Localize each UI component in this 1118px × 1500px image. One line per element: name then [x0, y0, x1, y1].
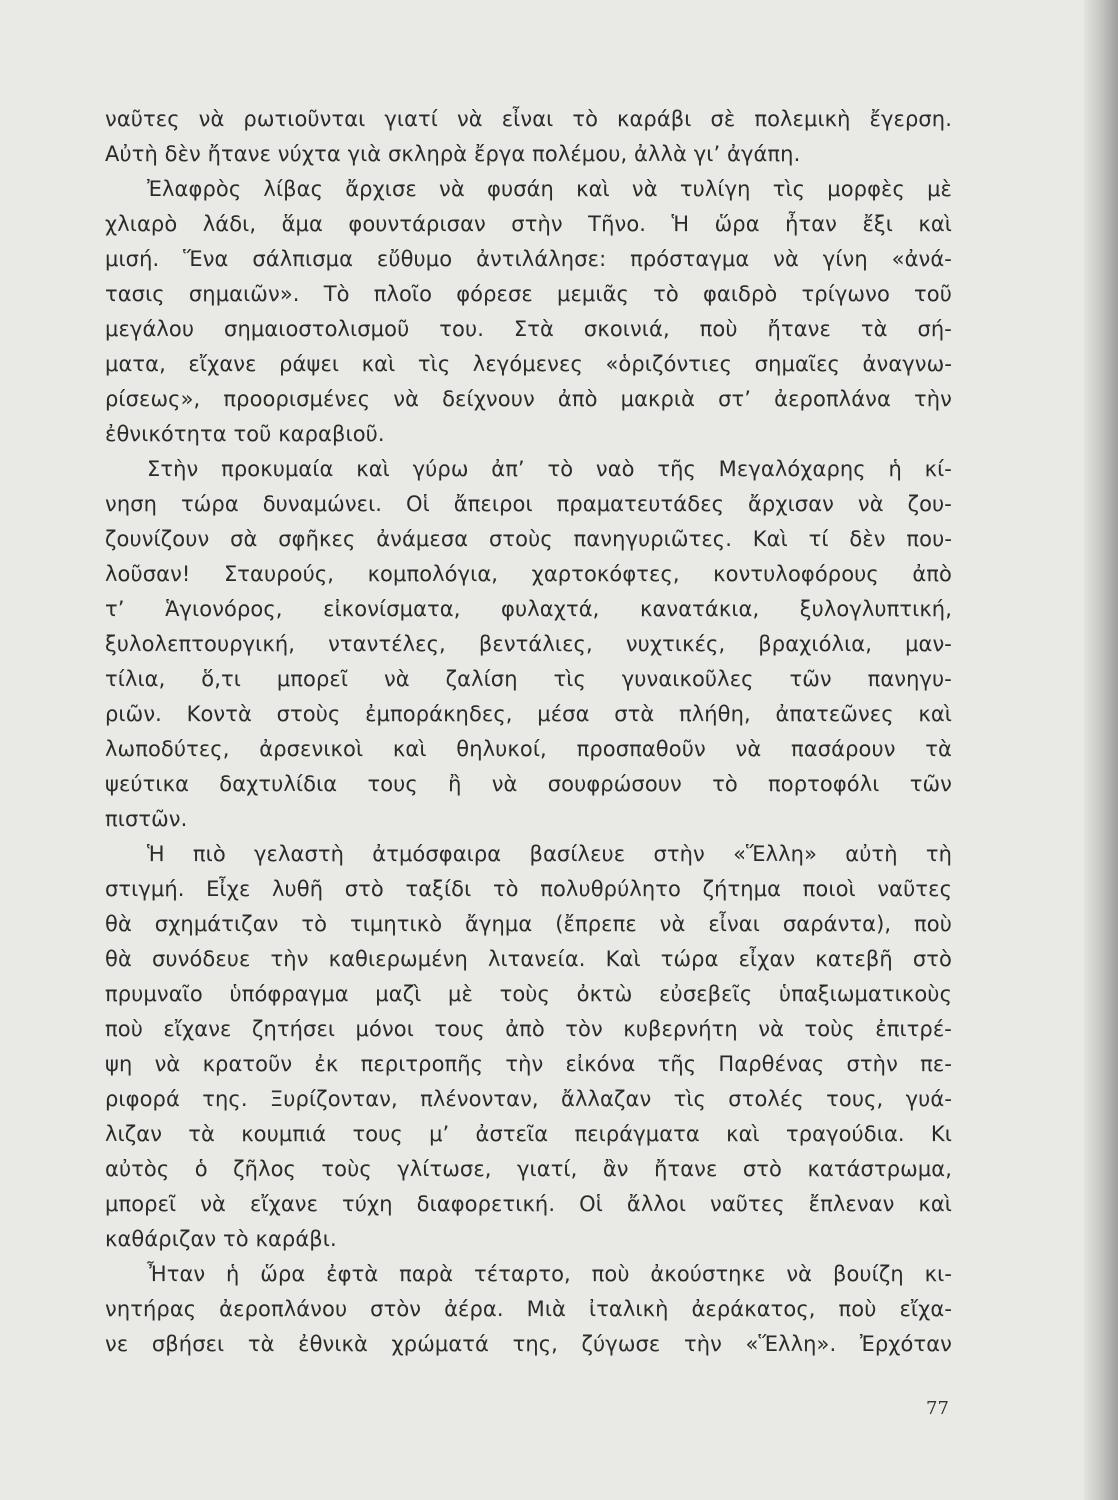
page-number: 77	[926, 1398, 949, 1419]
text-line: τ’ Ἁγιονόρος, εἰκονίσματα, φυλαχτά, κανατάκια, ξυλογλυπτική,	[105, 597, 952, 621]
text-line: ριφορά της. Ξυρίζονταν, πλένονταν, ἄλλαζαν τὶς στολές τους, γυά-	[105, 1087, 952, 1111]
text-line: ζουνίζουν σὰ σφῆκες ἀνάμεσα στοὺς πανηγυριῶτες. Καὶ τί δὲν που-	[105, 527, 952, 551]
text-line: τίλια, ὅ,τι μπορεῖ νὰ ζαλίση τὶς γυναικοῦλες τῶν πανηγυ-	[105, 667, 952, 691]
text-line: ψη νὰ κρατοῦν ἐκ περιτροπῆς τὴν εἰκόνα τῆς Παρθένας στὴν πε-	[105, 1052, 952, 1076]
text-line: νητήρας ἀεροπλάνου στὸν ἀέρα. Μιὰ ἰταλικὴ ἀεράκατος, ποὺ εἴχα-	[105, 1297, 952, 1321]
text-line: θὰ σχημάτιζαν τὸ τιμητικὸ ἄγημα (ἔπρεπε νὰ εἶναι σαράντα), ποὺ	[105, 912, 952, 936]
page-body	[105, 102, 952, 1362]
text-line: χλιαρὸ λάδι, ἅμα φουντάρισαν στὴν Τῆνο. Ἡ ὥρα ἦταν ἔξι καὶ	[105, 212, 952, 236]
text-line: καθάριζαν τὸ καράβι.	[105, 1227, 337, 1251]
text-line: λιζαν τὰ κουμπιά τους μ’ ἀστεῖα πειράγματα καὶ τραγούδια. Κι	[105, 1122, 952, 1146]
text-line: λοῦσαν! Σταυρούς, κομπολόγια, χαρτοκόφτες, κοντυλοφόρους ἀπὸ	[105, 562, 952, 586]
text-line: ναῦτες νὰ ρωτιοῦνται γιατί νὰ εἶναι τὸ καράβι σὲ πολεμικὴ ἔγερση.	[105, 107, 952, 131]
text-line: Αὐτὴ δὲν ἤτανε νύχτα γιὰ σκληρὰ ἔργα πολέμου, ἀλλὰ γι’ ἀγάπη.	[105, 142, 801, 166]
text-line: μισή. Ἕνα σάλπισμα εὔθυμο ἀντιλάλησε: πρόσταγμα νὰ γίνη «ἀνά-	[105, 247, 952, 271]
text-line: λωποδύτες, ἀρσενικοὶ καὶ θηλυκοί, προσπαθοῦν νὰ πασάρουν τὰ	[105, 737, 952, 761]
text-line: τασις σημαιῶν». Τὸ πλοῖο φόρεσε μεμιᾶς τὸ φαιδρὸ τρίγωνο τοῦ	[105, 282, 952, 306]
text-line: μεγάλου σημαιοστολισμοῦ του. Στὰ σκοινιά, ποὺ ἤτανε τὰ σή-	[105, 317, 952, 341]
text-line: ποὺ εἴχανε ζητήσει μόνοι τους ἀπὸ τὸν κυβερνήτη νὰ τοὺς ἐπιτρέ-	[105, 1017, 952, 1041]
text-line: ματα, εἴχανε ράψει καὶ τὶς λεγόμενες «ὁριζόντιες σημαῖες ἀναγνω-	[105, 352, 952, 376]
text-line: στιγμή. Εἶχε λυθῆ στὸ ταξίδι τὸ πολυθρύλητο ζήτημα ποιοὶ ναῦτες	[105, 877, 952, 901]
text-line: θὰ συνόδευε τὴν καθιερωμένη λιτανεία. Καὶ τώρα εἶχαν κατεβῆ στὸ	[105, 947, 952, 971]
text-line: νηση τώρα δυναμώνει. Οἱ ἄπειροι πραματευτάδες ἄρχισαν νὰ ζου-	[105, 492, 952, 516]
text-line: ἐθνικότητα τοῦ καραβιοῦ.	[105, 422, 385, 446]
text-line: ψεύτικα δαχτυλίδια τους ἢ νὰ σουφρώσουν τὸ πορτοφόλι τῶν	[105, 772, 952, 796]
text-line: ξυλολεπτουργική, νταντέλες, βεντάλιες, νυχτικές, βραχιόλια, μαν-	[105, 632, 952, 656]
text-line: πιστῶν.	[105, 807, 188, 831]
paragraph-first-line: Ἦταν ἡ ὥρα ἐφτὰ παρὰ τέταρτο, ποὺ ἀκούστηκε νὰ βουίζη κι-	[147, 1262, 952, 1286]
text-line: αὐτὸς ὁ ζῆλος τοὺς γλίτωσε, γιατί, ἂν ἤτανε στὸ κατάστρωμα,	[105, 1157, 952, 1181]
paragraph-first-line: Στὴν προκυμαία καὶ γύρω ἀπ’ τὸ ναὸ τῆς Μεγαλόχαρης ἡ κί-	[147, 457, 952, 481]
text-line: ρίσεως», προορισμένες νὰ δείχνουν ἀπὸ μακριὰ στ’ ἀεροπλάνα τὴν	[105, 387, 952, 411]
text-line: νε σβήσει τὰ ἐθνικὰ χρώματά της, ζύγωσε τὴν «Ἕλλη». Ἐρχόταν	[105, 1332, 952, 1356]
text-line: μπορεῖ νὰ εἴχανε τύχη διαφορετική. Οἱ ἄλλοι ναῦτες ἔπλεναν καὶ	[105, 1192, 952, 1216]
text-line: πρυμναῖο ὑπόφραγμα μαζὶ μὲ τοὺς ὀκτὼ εὐσεβεῖς ὑπαξιωματικοὺς	[105, 982, 952, 1006]
text-line: ριῶν. Κοντὰ στοὺς ἐμποράκηδες, μέσα στὰ πλήθη, ἀπατεῶνες καὶ	[105, 702, 952, 726]
paragraph-first-line: Ἡ πιὸ γελαστὴ ἀτμόσφαιρα βασίλευε στὴν «Ἕλλη» αὐτὴ τὴ	[147, 842, 952, 866]
paragraph-first-line: Ἐλαφρὸς λίβας ἄρχισε νὰ φυσάη καὶ νὰ τυλίγη τὶς μορφὲς μὲ	[147, 177, 952, 201]
page-edge-shadow	[1084, 0, 1118, 1500]
